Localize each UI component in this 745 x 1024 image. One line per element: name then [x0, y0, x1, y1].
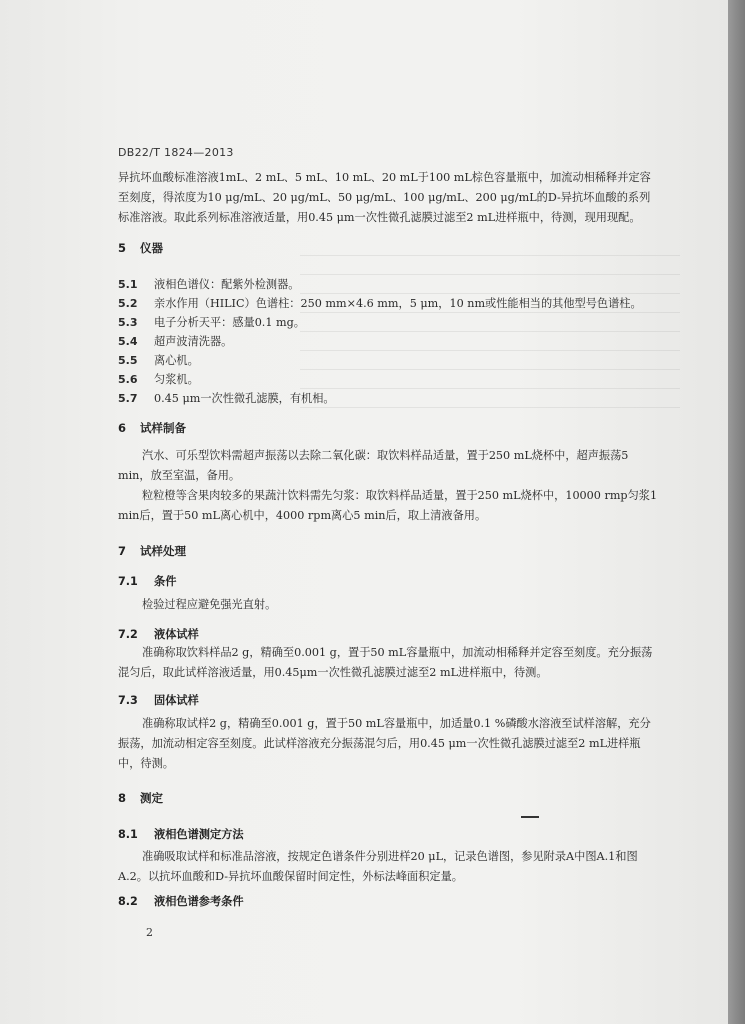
section-number: 8: [118, 791, 127, 805]
stray-mark: [521, 816, 539, 818]
section-7-heading: [118, 543, 186, 559]
subsection-number: 8.1: [118, 828, 138, 841]
item-text: 0.45 μm一次性微孔滤膜，有机相。: [154, 392, 335, 405]
intro-paragraph: 异抗坏血酸标准溶液1mL、2 mL、5 mL、10 mL、20 mL于100 mL棕色容量瓶中，加流动相稀释并定容至刻度，得浓度为10 μg/mL、20 μg/mL、50 μg/mL、100 μg/mL、200 μg/mL的D-异抗坏血酸的系列标准溶液。取此系列标准溶液适量，用0.45 μm一次性微孔滤膜过滤至2 mL进样瓶中，待测，现用现配。: [118, 171, 651, 224]
scan-edge: [728, 0, 745, 1024]
section-5-heading: [118, 240, 163, 256]
paragraph: 准确吸取试样和标准品溶液，按规定色谱条件分别进样20 μL，记录色谱图，参见附录A中图A.1和图A.2。以抗坏血酸和D-异抗坏血酸保留时间定性，外标法峰面积定量。: [118, 850, 638, 883]
page-number: 2: [146, 926, 153, 939]
item-text: 匀浆机。: [154, 373, 199, 386]
list-item: [118, 390, 335, 406]
subsection-number: 7.3: [118, 694, 138, 707]
item-text: 离心机。: [154, 354, 199, 367]
item-text: 超声波清洗器。: [154, 335, 233, 348]
list-item: [118, 371, 199, 387]
subsection-heading: [118, 893, 244, 909]
item-text: 液相色谱仪：配紫外检测器。: [154, 278, 300, 291]
section-6-heading: [118, 420, 186, 436]
item-number: 5.2: [118, 297, 138, 310]
paragraph: 汽水、可乐型饮料需超声振荡以去除二氧化碳：取饮料样品适量，置于250 mL烧杯中，超声振荡5 min，放至室温，备用。: [118, 449, 629, 482]
subsection-title: 固体试样: [154, 694, 199, 707]
paragraph: 检验过程应避免强光直射。: [142, 598, 277, 611]
item-number: 5.6: [118, 373, 138, 386]
list-item: [118, 314, 305, 330]
item-number: 5.4: [118, 335, 138, 348]
section-number: 6: [118, 421, 127, 435]
subsection-title: 液相色谱参考条件: [154, 895, 244, 908]
list-item: [118, 276, 299, 292]
list-item: [118, 333, 232, 349]
subsection-title: 液体试样: [154, 628, 199, 641]
subsection-heading: [118, 573, 176, 589]
section-8-heading: [118, 790, 163, 806]
subsection-number: 7.2: [118, 628, 138, 641]
standard-code-header: DB22/T 1824—2013: [118, 146, 234, 159]
bleed-through-text: [300, 255, 680, 415]
list-item: [118, 295, 642, 311]
section-title: 仪器: [140, 241, 163, 255]
section-title: 试样处理: [140, 544, 186, 558]
paragraph: 粒粒橙等含果肉较多的果蔬汁饮料需先匀浆：取饮料样品适量，置于250 mL烧杯中，10000 rmp匀浆1 min后，置于50 mL离心机中，4000 rpm离心5 min后，取上清液备用。: [118, 489, 658, 522]
section-title: 测定: [140, 791, 163, 805]
subsection-heading: [118, 826, 244, 842]
item-number: 5.5: [118, 354, 138, 367]
item-number: 5.7: [118, 392, 138, 405]
item-text: 电子分析天平：感量0.1 mg。: [154, 316, 305, 329]
paragraph: 准确称取饮料样品2 g，精确至0.001 g，置于50 mL容量瓶中，加流动相稀释并定容至刻度。充分振荡混匀后，取此试样溶液适量，用0.45μm一次性微孔滤膜过滤至2 mL进样瓶中，待测。: [118, 646, 653, 679]
item-number: 5.3: [118, 316, 138, 329]
subsection-number: 8.2: [118, 895, 138, 908]
subsection-number: 7.1: [118, 575, 138, 588]
section-title: 试样制备: [140, 421, 186, 435]
section-number: 5: [118, 241, 127, 255]
subsection-heading: [118, 626, 199, 642]
subsection-title: 液相色谱测定方法: [154, 828, 244, 841]
subsection-title: 条件: [154, 575, 177, 588]
subsection-heading: [118, 692, 199, 708]
paragraph: 准确称取试样2 g，精确至0.001 g，置于50 mL容量瓶中，加适量0.1 %磷酸水溶液至试样溶解，充分振荡，加流动相定容至刻度。此试样溶液充分振荡混匀后，用0.45 μm一次性微孔滤膜过滤至2 mL进样瓶中，待测。: [118, 717, 651, 770]
item-text: 亲水作用（HILIC）色谱柱：250 mm×4.6 mm，5 μm，10 nm或性能相当的其他型号色谱柱。: [154, 297, 642, 310]
item-number: 5.1: [118, 278, 138, 291]
section-number: 7: [118, 544, 127, 558]
list-item: [118, 352, 199, 368]
